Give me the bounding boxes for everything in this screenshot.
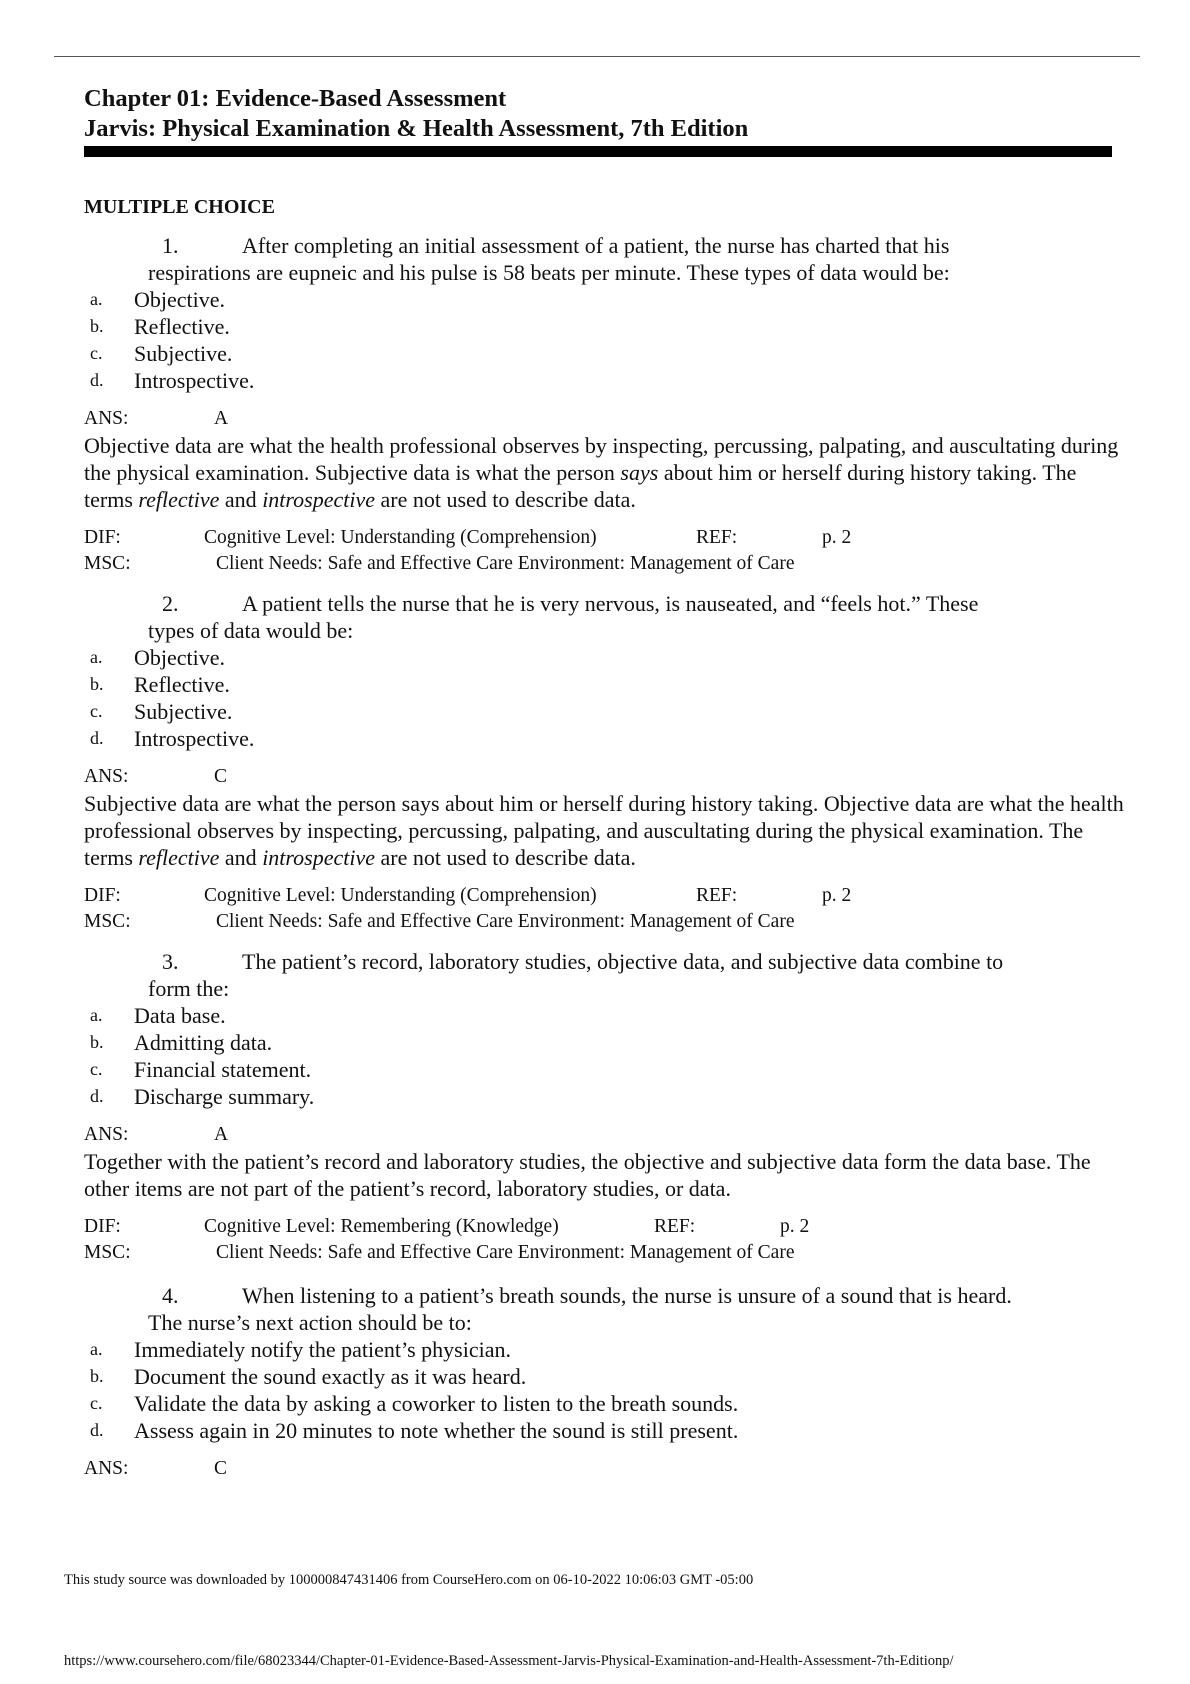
option-a: a. Data base. [90,1003,226,1028]
option-a: a. Objective. [90,645,226,670]
option-c: c. Validate the data by asking a coworker to listen to the breath sounds. [90,1391,739,1416]
option-b: b. Reflective. [90,314,230,339]
chapter-title: Chapter 01: Evidence-Based Assessment [84,85,507,112]
document-title [84,84,1114,144]
question-1 [84,232,1124,577]
download-notice: This study source was downloaded by 100000847431406 from CourseHero.com on 06-10-2022 10:06:03 GMT -05:00 [64,1572,754,1588]
question-number: 2. [162,591,179,616]
answer-key: ANS: C [84,1458,228,1479]
question-stem: 1. After completing an initial assessment of a patient, the nurse has charted that his respirations are eupneic and his pulse is 58 beats per minute. These types of data would be: [148,233,950,285]
option-b: b. Document the sound exactly as it was heard. [90,1364,527,1389]
question-stem: 4. When listening to a patient’s breath sounds, the nurse is unsure of a sound that is heard. The nurse’s next action should be to: [148,1283,1012,1335]
option-b: b. Reflective. [90,672,230,697]
option-d: d. Introspective. [90,368,255,393]
option-c: c. Financial statement. [90,1057,312,1082]
option-c: c. Subjective. [90,341,233,366]
answer-options [84,286,1124,394]
top-rule [54,56,1140,57]
answer-key: ANS: A [84,408,229,429]
option-a: a. Immediately notify the patient’s physician. [90,1337,511,1362]
source-url[interactable]: https://www.coursehero.com/file/68023344/Chapter-01-Evidence-Based-Assessment-Jarvis-Physical-Examination-and-Health-Assessment-7th-Editionp/ [64,1653,954,1669]
answer-key: ANS: C [84,766,228,787]
question-stem: 2. A patient tells the nurse that he is very nervous, is nauseated, and “feels hot.” These types of data would be: [148,591,979,643]
question-2 [84,590,1124,935]
question-4 [84,1282,1124,1482]
question-stem: 3. The patient’s record, laboratory studies, objective data, and subjective data combine to form the: [148,949,1004,1001]
rationale: Objective data are what the health professional observes by inspecting, percussing, palpating, and auscultating during the physical examination. Subjective data is what the person says about him or herself during history taking. The terms reflective and introspective are not used to describe data. [84,433,1119,512]
question-metadata: DIF: Cognitive Level: Remembering (Knowledge) REF: p. 2 MSC: Client Needs: Safe and Effective Care Environment: Management of Care [84,1216,810,1263]
rationale: Subjective data are what the person says about him or herself during history taking. Objective data are what the health professional observes by inspecting, percussing, palpating, and auscultating during the physical examination. The terms reflective and introspective are not used to describe data. [84,791,1124,870]
question-metadata: DIF: Cognitive Level: Understanding (Comprehension) REF: p. 2 MSC: Client Needs: Safe and Effective Care Environment: Management of Care [84,527,852,574]
title-divider [84,146,1112,157]
answer-options [84,1002,1124,1110]
option-a: a. Objective. [90,287,226,312]
book-title: Jarvis: Physical Examination & Health Assessment, 7th Edition [84,115,749,142]
option-d: d. Assess again in 20 minutes to note whether the sound is still present. [90,1418,739,1443]
question-number: 1. [162,233,179,258]
question-3 [84,948,1124,1266]
answer-options [84,1336,1124,1444]
question-number: 4. [162,1283,179,1308]
answer-key: ANS: A [84,1124,229,1145]
option-c: c. Subjective. [90,699,233,724]
option-b: b. Admitting data. [90,1030,273,1055]
answer-options [84,644,1124,752]
section-heading: MULTIPLE CHOICE [84,196,275,218]
rationale: Together with the patient’s record and laboratory studies, the objective and subjective data form the data base. The other items are not part of the patient’s record, laboratory studies, or data. [84,1149,1091,1201]
option-d: d. Discharge summary. [90,1084,315,1109]
question-metadata: DIF: Cognitive Level: Understanding (Comprehension) REF: p. 2 MSC: Client Needs: Safe and Effective Care Environment: Management of Care [84,885,852,932]
option-d: d. Introspective. [90,726,255,751]
question-number: 3. [162,949,179,974]
